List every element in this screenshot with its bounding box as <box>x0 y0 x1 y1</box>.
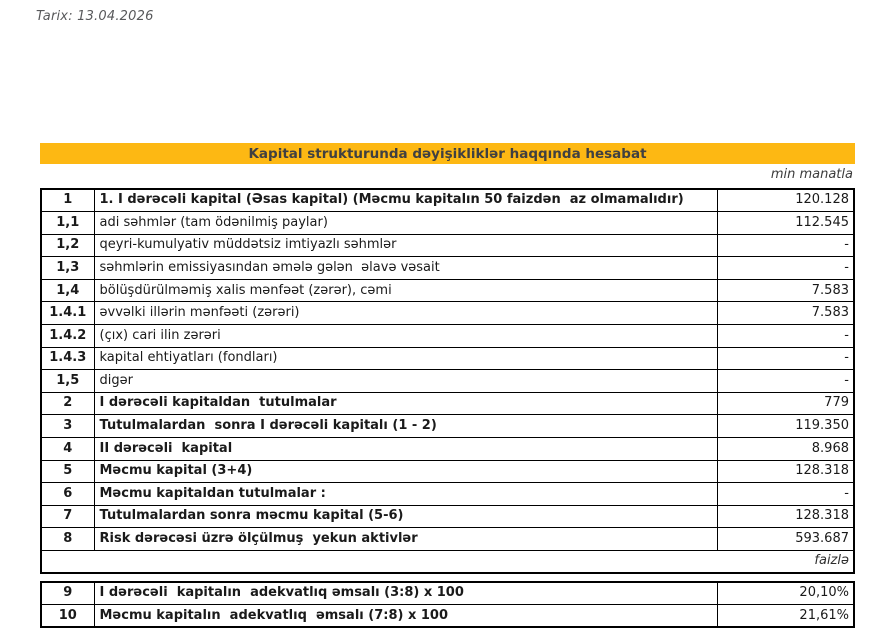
row-number-cell: 1 <box>41 189 94 212</box>
table-row <box>41 325 854 348</box>
row-number-cell: 1.4.1 <box>41 302 94 325</box>
row-number-cell: 1,2 <box>41 234 94 257</box>
row-number-cell: 1.4.3 <box>41 347 94 370</box>
row-value-cell: 119.350 <box>717 415 854 438</box>
table-row <box>41 370 854 393</box>
row-label-cell: (çıx) cari ilin zərəri <box>94 325 717 348</box>
table-row <box>41 505 854 528</box>
row-value-cell: - <box>717 257 854 280</box>
row-label-cell: Məcmu kapital (3+4) <box>94 460 717 483</box>
row-number-cell: 3 <box>41 415 94 438</box>
row-label-cell: səhmlərin emissiyasından əmələ gələn əlavə vəsait <box>94 257 717 280</box>
row-value-cell: 128.318 <box>717 460 854 483</box>
row-value-cell: - <box>717 325 854 348</box>
row-number-cell: 6 <box>41 483 94 506</box>
table-row <box>41 483 854 506</box>
report-title: Kapital strukturunda dəyişikliklər haqqında hesabat <box>248 145 647 162</box>
row-label-cell: bölüşdürülməmiş xalis mənfəət (zərər), cəmi <box>94 279 717 302</box>
row-number-cell: 8 <box>41 528 94 551</box>
row-label-cell: II dərəcəli kapital <box>94 438 717 461</box>
row-label-cell: əvvəlki illərin mənfəəti (zərəri) <box>94 302 717 325</box>
row-value-cell: 20,10% <box>717 582 854 605</box>
row-number-cell: 2 <box>41 392 94 415</box>
row-label-cell: I dərəcəli kapitalın adekvatlıq əmsalı (3:8) x 100 <box>94 582 717 605</box>
table-row <box>41 257 854 280</box>
row-value-cell: 21,61% <box>717 605 854 628</box>
row-value-cell: 112.545 <box>717 212 854 235</box>
table-row <box>41 415 854 438</box>
table-row <box>41 189 854 212</box>
row-label-cell: adi səhmlər (tam ödənilmiş paylar) <box>94 212 717 235</box>
row-label-cell: Tutulmalardan sonra I dərəcəli kapitalı (1 - 2) <box>94 415 717 438</box>
row-label-cell: digər <box>94 370 717 393</box>
row-value-cell: - <box>717 234 854 257</box>
row-label-cell: kapital ehtiyatları (fondları) <box>94 347 717 370</box>
table-row <box>41 605 854 628</box>
row-number-cell: 1,5 <box>41 370 94 393</box>
capital-table <box>40 188 855 574</box>
percent-note: faizlə <box>41 551 854 574</box>
row-number-cell: 1,4 <box>41 279 94 302</box>
report-date: Tarix: 13.04.2026 <box>36 9 154 24</box>
row-number-cell: 5 <box>41 460 94 483</box>
table-row <box>41 460 854 483</box>
report-title-bar <box>40 143 855 164</box>
report-block <box>40 143 855 628</box>
row-value-cell: - <box>717 347 854 370</box>
table-row <box>41 279 854 302</box>
row-value-cell: 128.318 <box>717 505 854 528</box>
row-value-cell: 8.968 <box>717 438 854 461</box>
table-row <box>41 212 854 235</box>
row-label-cell: 1. I dərəcəli kapital (Əsas kapital) (Məcmu kapitalın 50 faizdən az olmamalıdır) <box>94 189 717 212</box>
row-number-cell: 9 <box>41 582 94 605</box>
table-row <box>41 438 854 461</box>
table-row <box>41 582 854 605</box>
table-row <box>41 347 854 370</box>
row-label-cell: Məcmu kapitaldan tutulmalar : <box>94 483 717 506</box>
row-value-cell: - <box>717 370 854 393</box>
unit-note: min manatla <box>770 167 853 182</box>
row-value-cell: 7.583 <box>717 279 854 302</box>
row-number-cell: 1.4.2 <box>41 325 94 348</box>
row-label-cell: Tutulmalardan sonra məcmu kapital (5-6) <box>94 505 717 528</box>
table-row <box>41 302 854 325</box>
row-label-cell: Məcmu kapitalın adekvatlıq əmsalı (7:8) x 100 <box>94 605 717 628</box>
row-number-cell: 1,3 <box>41 257 94 280</box>
percent-note-row <box>41 551 854 574</box>
row-value-cell: 120.128 <box>717 189 854 212</box>
row-number-cell: 7 <box>41 505 94 528</box>
row-label-cell: qeyri-kumulyativ müddətsiz imtiyazlı səhmlər <box>94 234 717 257</box>
row-label-cell: Risk dərəcəsi üzrə ölçülmuş yekun aktivlər <box>94 528 717 551</box>
row-value-cell: 779 <box>717 392 854 415</box>
table-row <box>41 392 854 415</box>
table-gap <box>40 574 855 581</box>
row-number-cell: 10 <box>41 605 94 628</box>
row-number-cell: 1,1 <box>41 212 94 235</box>
table-row <box>41 234 854 257</box>
table-row <box>41 528 854 551</box>
row-number-cell: 4 <box>41 438 94 461</box>
row-value-cell: - <box>717 483 854 506</box>
row-value-cell: 7.583 <box>717 302 854 325</box>
ratio-table <box>40 581 855 628</box>
row-label-cell: I dərəcəli kapitaldan tutulmalar <box>94 392 717 415</box>
row-value-cell: 593.687 <box>717 528 854 551</box>
